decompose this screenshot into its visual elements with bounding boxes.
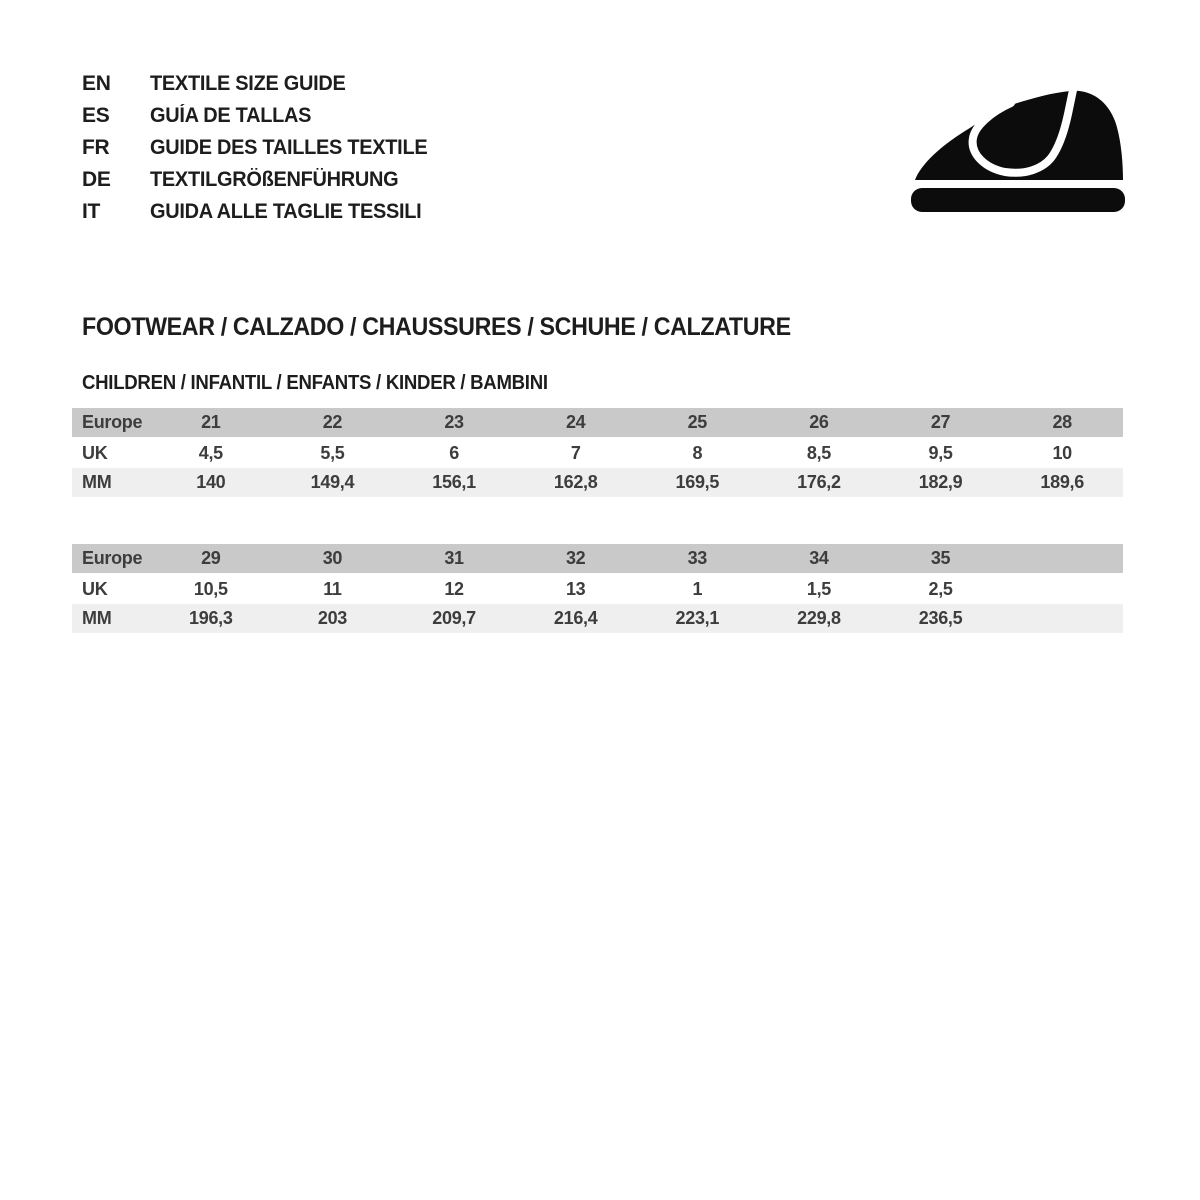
size-value-cell: 182,9 bbox=[918, 472, 963, 492]
size-value-cell: 1 bbox=[692, 579, 703, 599]
size-value-cell: 236,5 bbox=[918, 608, 963, 628]
section-subtitle: CHILDREN / INFANTIL / ENFANTS / KINDER / BAMBINI bbox=[82, 372, 548, 394]
language-list bbox=[82, 68, 442, 228]
size-value-cell: 23 bbox=[444, 412, 464, 432]
size-value-cell: 4,5 bbox=[198, 443, 223, 463]
table-row bbox=[72, 468, 1123, 497]
language-row bbox=[82, 68, 442, 100]
size-value-cell: 156,1 bbox=[432, 472, 476, 492]
size-value-cell: 29 bbox=[201, 548, 221, 568]
section-title: FOOTWEAR / CALZADO / CHAUSSURES / SCHUHE / CALZATURE bbox=[82, 313, 791, 341]
size-value-cell: 216,4 bbox=[553, 608, 598, 628]
size-value-cell: 28 bbox=[1052, 412, 1072, 432]
size-value-cell: 25 bbox=[687, 412, 708, 432]
size-value-cell: 223,1 bbox=[675, 608, 720, 628]
size-value-cell: 30 bbox=[322, 548, 343, 568]
row-label: Europe bbox=[82, 412, 143, 432]
size-value-cell: 189,6 bbox=[1040, 472, 1084, 492]
row-label: UK bbox=[82, 579, 108, 599]
guide-title: TEXTILE SIZE GUIDE bbox=[150, 72, 346, 95]
row-label: UK bbox=[82, 443, 108, 463]
language-row bbox=[82, 100, 442, 132]
language-code: ES bbox=[82, 104, 110, 127]
language-code: IT bbox=[82, 200, 101, 223]
size-value-cell: 24 bbox=[565, 412, 586, 432]
language-row bbox=[82, 196, 442, 228]
size-value-cell: 229,8 bbox=[797, 608, 841, 628]
guide-title: GUIDA ALLE TAGLIE TESSILI bbox=[150, 200, 422, 223]
table-row bbox=[72, 439, 1123, 468]
table-row bbox=[72, 544, 1123, 573]
size-value-cell: 8 bbox=[692, 443, 703, 463]
size-value-cell bbox=[1001, 604, 1123, 633]
language-code: FR bbox=[82, 136, 110, 159]
size-value-cell: 149,4 bbox=[310, 472, 355, 492]
size-value-cell: 9,5 bbox=[928, 443, 953, 463]
row-label: Europe bbox=[82, 548, 143, 568]
size-value-cell: 13 bbox=[565, 579, 586, 599]
size-value-cell bbox=[1001, 544, 1123, 573]
size-value-cell: 196,3 bbox=[189, 608, 233, 628]
table-row bbox=[72, 604, 1123, 633]
size-table-eu-29-35 bbox=[72, 544, 1123, 633]
size-value-cell: 209,7 bbox=[432, 608, 476, 628]
size-value-cell: 11 bbox=[323, 579, 342, 599]
size-value-cell: 32 bbox=[565, 548, 586, 568]
size-value-cell: 22 bbox=[322, 412, 343, 432]
size-value-cell: 26 bbox=[809, 412, 829, 432]
language-code: DE bbox=[82, 168, 111, 191]
size-value-cell: 21 bbox=[201, 412, 221, 432]
size-value-cell: 12 bbox=[444, 579, 464, 599]
guide-title: GUÍA DE TALLAS bbox=[150, 104, 312, 127]
size-value-cell: 34 bbox=[809, 548, 829, 568]
size-value-cell: 33 bbox=[687, 548, 708, 568]
row-label: MM bbox=[82, 472, 112, 492]
size-value-cell: 27 bbox=[930, 412, 951, 432]
size-value-cell: 203 bbox=[317, 608, 347, 628]
size-value-cell: 6 bbox=[449, 443, 459, 463]
children-shoe-icon bbox=[885, 76, 1125, 216]
size-value-cell: 176,2 bbox=[797, 472, 841, 492]
language-code: EN bbox=[82, 72, 111, 95]
size-value-cell bbox=[1001, 575, 1123, 604]
size-table-eu-21-28 bbox=[72, 408, 1123, 497]
size-value-cell: 10 bbox=[1052, 443, 1072, 463]
size-value-cell: 31 bbox=[444, 548, 464, 568]
size-value-cell: 7 bbox=[570, 443, 581, 463]
size-value-cell: 8,5 bbox=[806, 443, 831, 463]
size-value-cell: 5,5 bbox=[320, 443, 345, 463]
table-row bbox=[72, 575, 1123, 604]
size-value-cell: 10,5 bbox=[193, 579, 228, 599]
language-row bbox=[82, 164, 442, 196]
table-row bbox=[72, 408, 1123, 437]
size-value-cell: 1,5 bbox=[806, 579, 831, 599]
row-label: MM bbox=[82, 608, 112, 628]
guide-title: GUIDE DES TAILLES TEXTILE bbox=[150, 136, 428, 159]
size-value-cell: 162,8 bbox=[553, 472, 598, 492]
size-value-cell: 169,5 bbox=[675, 472, 720, 492]
size-value-cell: 2,5 bbox=[928, 579, 953, 599]
size-value-cell: 35 bbox=[930, 548, 951, 568]
guide-title: TEXTILGRÖßENFÜHRUNG bbox=[150, 168, 399, 191]
language-row bbox=[82, 132, 442, 164]
size-value-cell: 140 bbox=[196, 472, 226, 492]
